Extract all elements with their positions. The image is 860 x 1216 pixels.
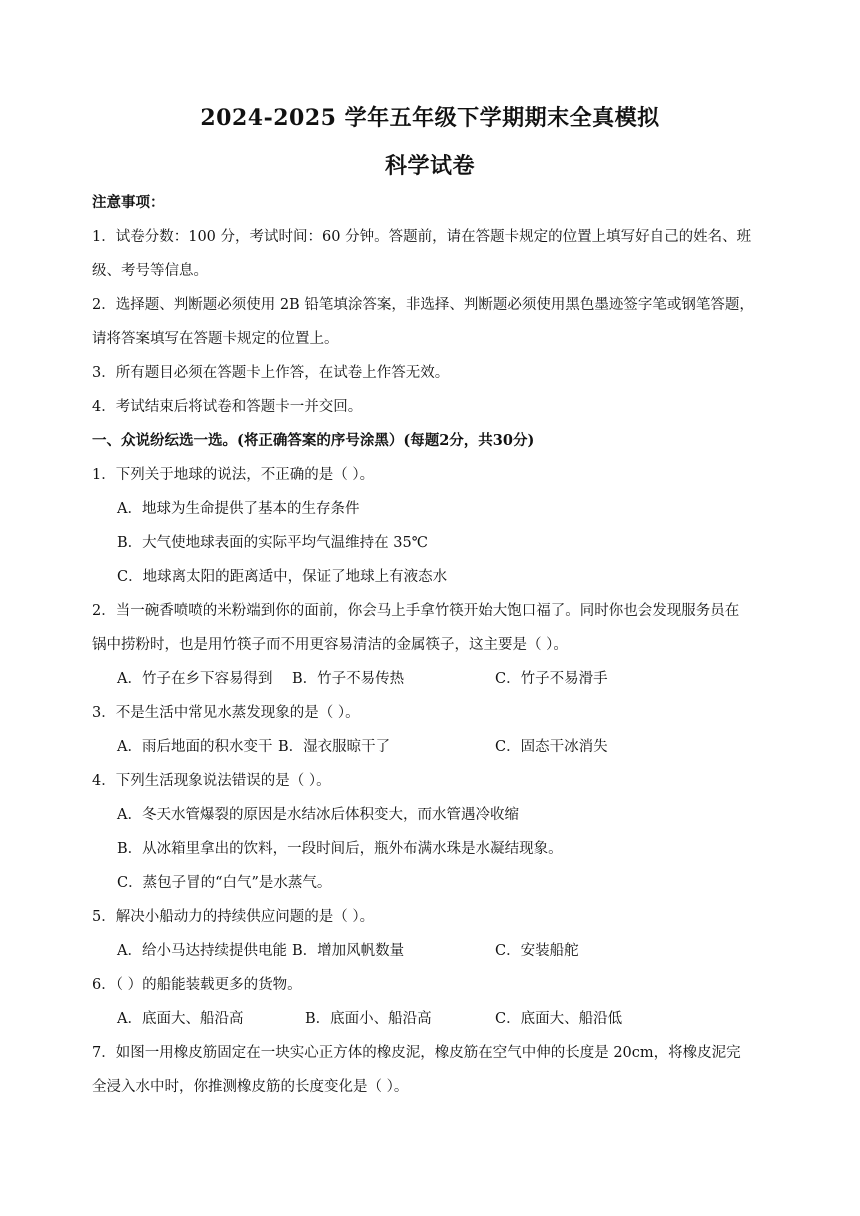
q3-option-b: B．湿衣服晾干了: [278, 739, 391, 755]
q2-stem-line-1: 2．当一碗香喷喷的米粉端到你的面前，你会马上手拿竹筷开始大饱口福了。同时你也会发现服务员在: [92, 603, 740, 619]
q6-stem: 6．（ ）的船能装载更多的货物。: [92, 977, 302, 993]
note-line-4: 请将答案填写在答题卡规定的位置上。: [92, 331, 339, 347]
section-heading: 一、众说纷纭选一选。(将正确答案的序号涂黑）(每题2分，共30分): [92, 432, 535, 449]
q5-option-b: B．增加风帆数量: [292, 943, 405, 959]
q7-stem-line-2: 全浸入水中时，你推测橡皮筋的长度变化是（ ）。: [92, 1079, 409, 1095]
q1-option-a: A．地球为生命提供了基本的生存条件: [117, 501, 360, 517]
q4-stem: 4．下列生活现象说法错误的是（ ）。: [92, 773, 331, 789]
q5-option-a: A．给小马达持续提供电能: [117, 943, 287, 959]
q1-stem: 1．下列关于地球的说法，不正确的是（ ）。: [92, 467, 375, 483]
q4-option-a: A．冬天水管爆裂的原因是水结冰后体积变大，而水管遇冷收缩: [117, 807, 519, 823]
q2-stem-line-2: 锅中捞粉时，也是用竹筷子而不用更容易清洁的金属筷子，这主要是（ ）。: [92, 637, 568, 653]
q3-stem: 3．不是生活中常见水蒸发现象的是（ ）。: [92, 705, 360, 721]
q1-option-c: C．地球离太阳的距离适中，保证了地球上有液态水: [117, 569, 448, 585]
exam-subtitle: 科学试卷: [384, 153, 475, 179]
q6-option-a: A．底面大、船沿高: [117, 1011, 244, 1027]
note-line-6: 4．考试结束后将试卷和答题卡一并交回。: [92, 399, 363, 415]
q3-option-a: A．雨后地面的积水变干: [117, 739, 273, 755]
q5-option-c: C．安装船舵: [495, 943, 579, 959]
note-line-2: 级、考号等信息。: [92, 263, 208, 279]
q1-option-b: B．大气使地球表面的实际平均气温维持在 35℃: [117, 535, 428, 551]
note-line-3: 2．选择题、判断题必须使用 2B 铅笔填涂答案，非选择、判断题必须使用黑色墨迹签字笔或钢笔答题，: [92, 297, 754, 313]
q2-option-b: B．竹子不易传热: [292, 671, 405, 687]
q2-option-c: C．竹子不易滑手: [495, 671, 608, 687]
q4-option-c: C．蒸包子冒的“白气”是水蒸气。: [117, 875, 332, 891]
q4-option-b: B．从冰箱里拿出的饮料，一段时间后，瓶外布满水珠是水凝结现象。: [117, 841, 563, 857]
note-line-5: 3．所有题目必须在答题卡上作答，在试卷上作答无效。: [92, 365, 450, 381]
q6-option-b: B．底面小、船沿高: [305, 1011, 432, 1027]
exam-title: 2024-2025 学年五年级下学期期末全真模拟: [200, 105, 660, 131]
q3-option-c: C．固态干冰消失: [495, 739, 608, 755]
notes-heading: 注意事项：: [92, 194, 165, 211]
q7-stem-line-1: 7．如图一用橡皮筋固定在一块实心正方体的橡皮泥，橡皮筋在空气中伸的长度是 20cm，将橡皮泥完: [92, 1045, 741, 1061]
q5-stem: 5．解决小船动力的持续供应问题的是（ ）。: [92, 909, 375, 925]
q2-option-a: A．竹子在乡下容易得到: [117, 671, 273, 687]
note-line-1: 1．试卷分数：100 分，考试时间：60 分钟。答题前，请在答题卡规定的位置上填写好自己的姓名、班: [92, 229, 752, 245]
q6-option-c: C．底面大、船沿低: [495, 1011, 623, 1027]
